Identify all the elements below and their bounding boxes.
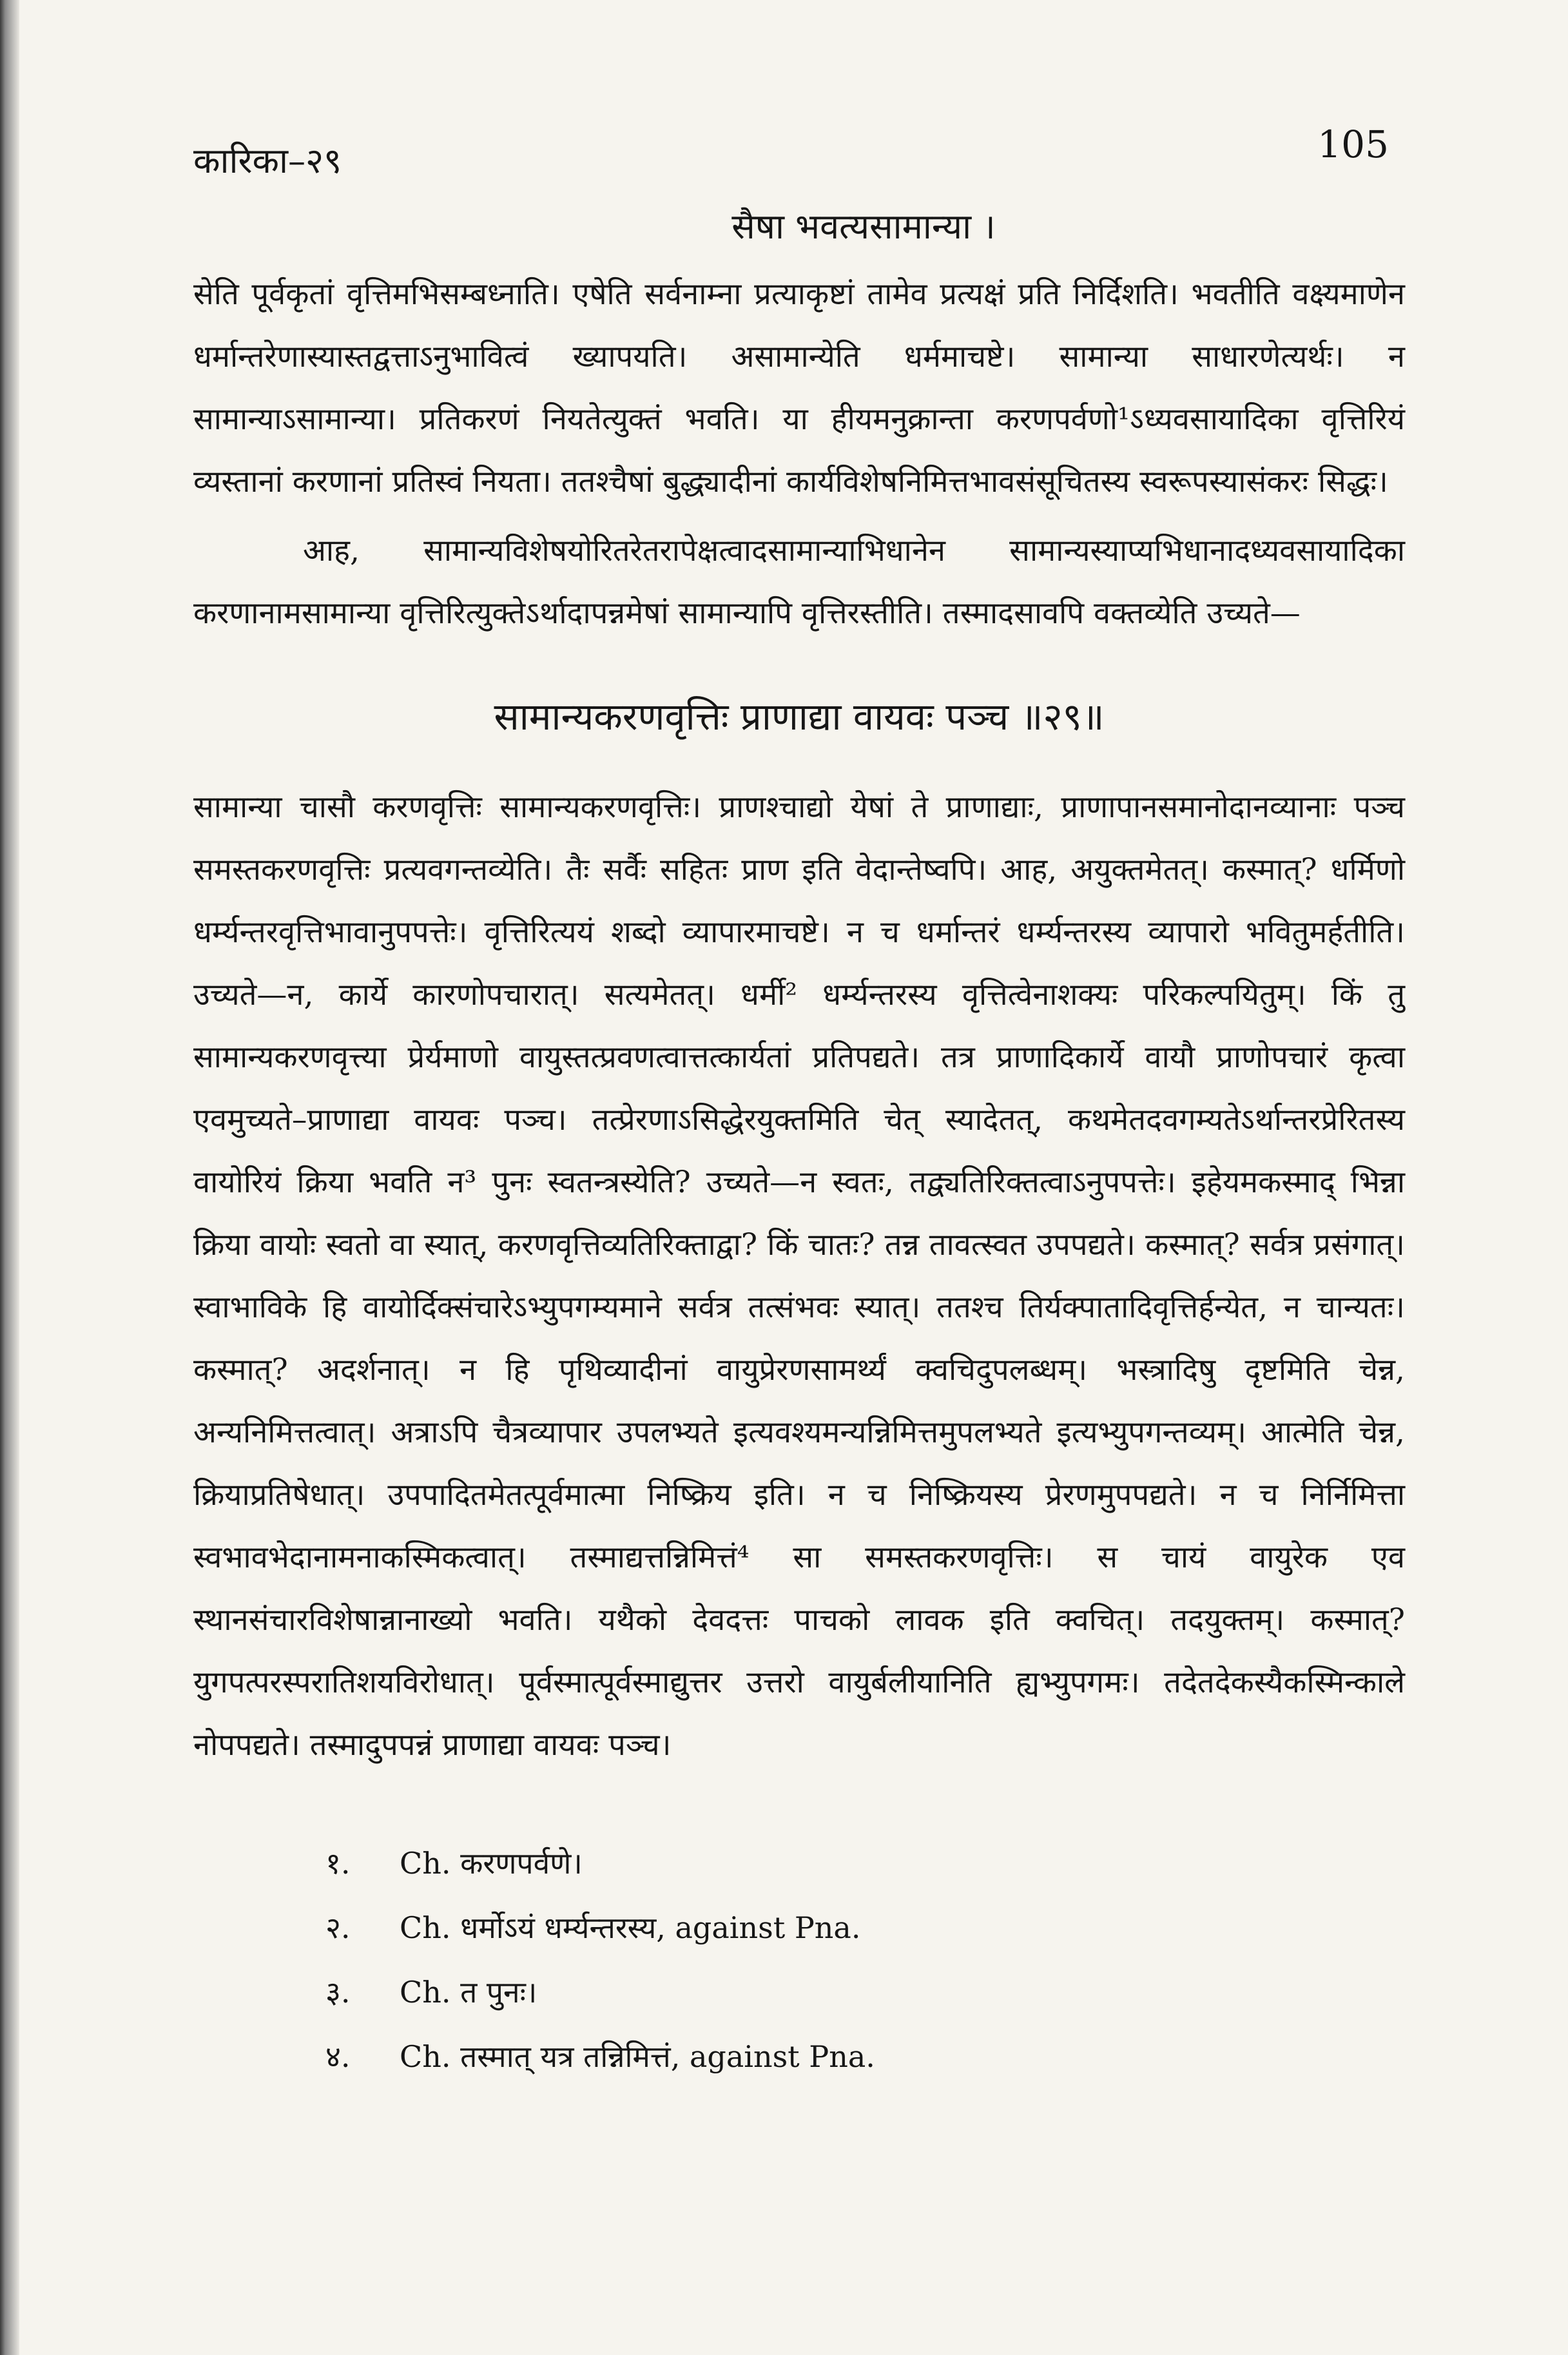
footnote-text: Ch. धर्मोऽयं धर्म्यन्तरस्य, against Pna.: [400, 1910, 861, 1945]
footnote-text: Ch. तस्मात् यत्र तन्निमित्तं, against Pna.: [400, 2039, 875, 2074]
commentary-paragraph-3: सामान्या चासौ करणवृत्तिः सामान्यकरणवृत्तिः। प्राणश्चाद्यो येषां ते प्राणाद्याः, प्राणापानसमानोदानव्यानाः पञ्च समस्तकरणवृत्तिः प्रत्यवगन्तव्येति। तैः सर्वैः सहितः प्राण इति वेदान्तेष्वपि। आह, अयुक्तमेतत्। कस्मात्? धर्मिणो धर्म्यन्तरवृत्तिभावानुपपत्तेः। वृत्तिरित्ययं शब्दो व्यापारमाचष्टे। न च धर्मान्तरं धर्म्यन्तरस्य व्यापारो भवितुमर्हतीति। उच्यते—न, कार्ये कारणोपचारात्। सत्यमेतत्। धर्मी² धर्म्यन्तरस्य वृत्तित्वेनाशक्यः परिकल्पयितुम्। किं तु सामान्यकरणवृत्त्या प्रेर्यमाणो वायुस्तत्प्रवणत्वात्तत्कार्यतां प्रतिपद्यते। तत्र प्राणादिकार्ये वायौ प्राणोपचारं कृत्वा एवमुच्यते–प्राणाद्या वायवः पञ्च। तत्प्रेरणाऽसिद्धेरयुक्तमिति चेत् स्यादेतत्, कथमेतदवगम्यतेऽर्थान्तरप्रेरितस्य वायोरियं क्रिया भवति न³ पुनः स्वतन्त्रस्येति? उच्यते—न स्वतः, तद्व्यतिरिक्तत्वाऽनुपपत्तेः। इहेयमकस्माद् भिन्ना क्रिया वायोः स्वतो वा स्यात्, करणवृत्तिव्यतिरिक्ताद्वा? किं चातः? तन्न तावत्स्वत उपपद्यते। कस्मात्? सर्वत्र प्रसंगात्। स्वाभाविके हि वायोर्दिक्संचारेऽभ्युपगम्यमाने सर्वत्र तत्संभवः स्यात्। ततश्च तिर्यक्पातादिवृत्तिर्हन्येत, न चान्यतः। कस्मात्? अदर्शनात्। न हि पृथिव्यादीनां वायुप्रेरणसामर्थ्यं क्वचिदुपलब्धम्। भस्त्रादिषु दृष्टमिति चेन्न, अन्यनिमित्तत्वात्। अत्राऽपि चैत्रव्यापार उपलभ्यते इत्यवश्यमन्यन्निमित्तमुपलभ्यते इत्यभ्युपगन्तव्यम्। आत्मेति चेन्न, क्रियाप्रतिषेधात्। उपपादितमेतत्पूर्वमात्मा निष्क्रिय इति। न च निष्क्रियस्य प्रेरणमुपपद्यते। न च निर्निमित्ता स्वभावभेदानामनाकस्मिकत्वात्। तस्माद्यत्तन्निमित्तं⁴ सा समस्तकरणवृत्तिः। स चायं वायुरेक एव स्थानसंचारविशेषान्नानाख्यो भवति। यथैको देवदत्तः पाचको लावक इति क्वचित्। तदयुक्तम्। कस्मात्? युगपत्परस्परातिशयविरोधात्। पूर्वस्मात्पूर्वस्माद्युत्तर उत्तरो वायुर्बलीयानिति ह्यभ्युपगमः। तदेतदेकस्यैकस्मिन्काले नोपपद्यते। तस्मादुपपन्नं प्राणाद्या वायवः पञ्च।: [193, 790, 1405, 1763]
footnote-number: ३.: [325, 1975, 351, 2010]
commentary-paragraph-1: सेति पूर्वकृतां वृत्तिमभिसम्बध्नाति। एषेति सर्वनाम्ना प्रत्याकृष्टां तामेव प्रत्यक्षं प्रति निर्दिशति। भवतीति वक्ष्यमाणेन धर्मान्तरेणास्यास्तद्वत्ताऽनुभावित्वं ख्यापयति। असामान्येति धर्ममाचष्टे। सामान्या साधारणेत्यर्थः। न सामान्याऽसामान्या। प्रतिकरणं नियतेत्युक्तं भवति। या हीयमनुक्रान्ता करणपर्वणो¹ऽध्यवसायादिका वृत्तिरियं व्यस्तानां करणानां प्रतिस्वं नियता। ततश्चैषां बुद्ध्यादीनां कार्यविशेषनिमित्तभावसंसूचितस्य स्वरूपस्यासंकरः सिद्धः।: [193, 276, 1405, 499]
scan-binding-edge: [0, 0, 19, 2355]
book-page: [193, 122, 1405, 2089]
footnote-number: १.: [325, 1846, 351, 1881]
footnote-text: Ch. करणपर्वणे।: [400, 1846, 583, 1881]
page-number: 105: [1317, 122, 1389, 166]
running-header: [193, 122, 1405, 187]
section-label: कारिका–२९: [193, 141, 342, 181]
footnote: [325, 1960, 1405, 2024]
karika-verse: सामान्यकरणवृत्तिः प्राणाद्या वायवः पञ्च ॥२९॥: [494, 695, 1105, 739]
footnote: [325, 1831, 1405, 1895]
footnote-number: ४.: [325, 2039, 351, 2074]
footnote-text: Ch. त पुनः।: [400, 1975, 537, 2010]
commentary-paragraph-2: आह, सामान्यविशेषयोरितरेतरापेक्षत्वादसामान्याभिधानेन सामान्यस्याप्यभिधानादध्यवसायादिका करणानामसामान्या वृत्तिरित्युक्तेऽर्थादापन्नमेषां सामान्यापि वृत्तिरस्तीति। तस्मादसावपि वक्तव्येति उच्यते—: [193, 533, 1405, 631]
footnotes: [325, 1831, 1405, 2089]
verse-fragment: सैषा भवत्यसामान्या ।: [731, 206, 996, 247]
footnote: [325, 1895, 1405, 1960]
footnote-number: २.: [325, 1910, 351, 1945]
footnote: [325, 2024, 1405, 2089]
